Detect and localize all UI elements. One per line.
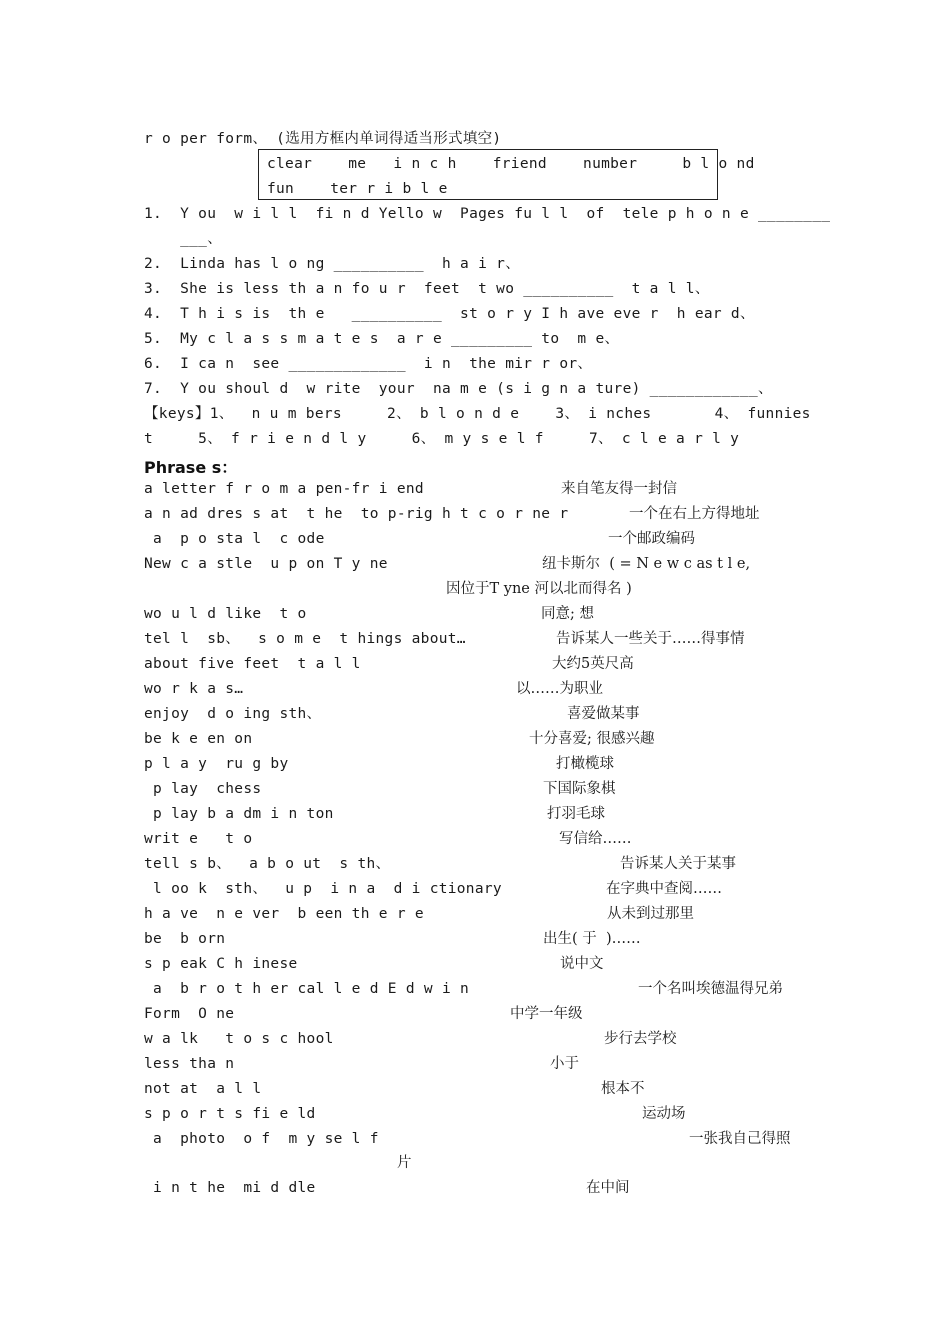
phrase-en: wo u l d like t o — [144, 606, 307, 622]
exercise-5: 5. My c l a s s m a t e s a r e _________ to m e、 — [144, 331, 620, 347]
phrase-en: a b r o t h er cal l e d E d w i n — [144, 981, 470, 997]
phrase-en: i n t he mi d dle — [144, 1180, 316, 1196]
phrase-zh: 十分喜爱; 很感兴趣 — [529, 731, 655, 747]
phrase-en: s p o r t s fi e ld — [144, 1106, 316, 1122]
phrase-zh: 运动场 — [642, 1106, 686, 1122]
phrase-zh: 根本不 — [601, 1081, 645, 1097]
phrase-zh: 中学一年级 — [510, 1006, 583, 1022]
instruction-line: r o per form、 (选用方框内单词得适当形式填空) — [144, 131, 502, 147]
phrase-zh-continuation: 片 — [397, 1155, 412, 1171]
exercise-1: 1. Y ou w i l l fi n d Yello w Pages fu l l of tele p h o n e ________ — [144, 206, 831, 222]
phrase-en: Form O ne — [144, 1006, 235, 1022]
phrase-zh: 出生( 于 )…… — [543, 931, 641, 947]
exercise-2: 2. Linda has l o ng __________ h a i r、 — [144, 256, 520, 272]
phrase-zh: 在中间 — [586, 1180, 630, 1196]
word-box-row-2: fun ter r i b l e — [267, 181, 448, 197]
exercise-7: 7. Y ou shoul d w rite your na m e (s i g n a ture) ____________、 — [144, 381, 773, 397]
phrase-en: a photo o f m y se l f — [144, 1131, 379, 1147]
phrase-en: p l a y ru g by — [144, 756, 289, 772]
phrase-zh: 以……为职业 — [516, 681, 603, 697]
phrase-zh: 一张我自己得照 — [689, 1131, 791, 1147]
phrase-zh: 打羽毛球 — [547, 806, 605, 822]
phrases-heading: Phrase s： — [144, 458, 238, 477]
phrase-zh: 同意; 想 — [541, 606, 594, 622]
word-box-row-1: clear me i n c h friend number b l o nd — [267, 156, 755, 172]
phrase-en: about five feet t a l l — [144, 656, 361, 672]
phrase-zh: 一个邮政编码 — [608, 531, 695, 547]
phrase-en: a n ad dres s at t he to p-rig h t c o r ne r — [144, 506, 569, 522]
phrase-en: h a ve n e ver b een th e r e — [144, 906, 424, 922]
phrase-zh: 告诉某人一些关于……得事情 — [556, 631, 745, 647]
phrase-en: p lay b a dm i n ton — [144, 806, 334, 822]
answer-keys-line-2: t 5、 f r i e n d l y 6、 m y s e l f 7、 c l e a r l y — [144, 431, 740, 447]
phrase-zh: 下国际象棋 — [543, 781, 616, 797]
exercise-4: 4. T h i s is th e __________ st o r y I h ave eve r h ear d、 — [144, 306, 755, 322]
phrase-zh: 纽卡斯尔 ( = N e w c as t l e, — [542, 556, 751, 572]
phrase-zh: 告诉某人关于某事 — [620, 856, 736, 872]
phrase-zh: 大约5英尺高 — [552, 656, 634, 672]
phrase-zh: 一个名叫埃德温得兄弟 — [638, 981, 783, 997]
exercise-6: 6. I ca n see _____________ i n the mir r or、 — [144, 356, 593, 372]
exercise-1-cont: ___、 — [144, 231, 223, 247]
phrase-en: a p o sta l c ode — [144, 531, 325, 547]
phrase-zh: 小于 — [550, 1056, 579, 1072]
answer-keys-line-1: 【keys】1、 n u m bers 2、 b l o n d e 3、 i nches 4、 funnies — [144, 406, 811, 422]
phrase-zh: 写信给…… — [559, 831, 632, 847]
phrase-zh: 说中文 — [560, 956, 604, 972]
phrase-en: s p eak C h inese — [144, 956, 298, 972]
phrase-zh: 打橄榄球 — [556, 756, 614, 772]
exercise-3: 3. She is less th a n fo u r feet t wo __________ t a l l、 — [144, 281, 710, 297]
word-box — [258, 149, 755, 200]
phrase-en: l oo k sth、 u p i n a d i ctionary — [144, 881, 502, 897]
phrase-en: not at a l l — [144, 1081, 262, 1097]
phrase-en: New c a stle u p on T y ne — [144, 556, 388, 572]
phrase-zh: 从未到过那里 — [607, 906, 694, 922]
phrase-en: w a lk t o s c hool — [144, 1031, 334, 1047]
phrase-en: a letter f r o m a pen-fr i end — [144, 481, 424, 497]
phrase-en: enjoy d o ing sth、 — [144, 706, 322, 722]
phrase-en: tel l sb、 s o m e t hings about… — [144, 631, 466, 647]
phrase-zh: 一个在右上方得地址 — [629, 506, 760, 522]
phrase-en: be b orn — [144, 931, 226, 947]
phrase-en: tell s b、 a b o ut s th、 — [144, 856, 391, 872]
phrase-zh: 喜爱做某事 — [567, 706, 640, 722]
phrase-zh-continuation: 因位于T yne 河以北而得名 ) — [446, 581, 632, 597]
phrase-en: less tha n — [144, 1056, 235, 1072]
phrase-zh: 来自笔友得一封信 — [561, 481, 677, 497]
phrase-en: writ e t o — [144, 831, 253, 847]
phrase-en: wo r k a s… — [144, 681, 244, 697]
phrase-zh: 在字典中查阅…… — [606, 881, 722, 897]
phrase-en: be k e en on — [144, 731, 253, 747]
phrase-en: p lay chess — [144, 781, 262, 797]
phrase-zh: 步行去学校 — [604, 1031, 677, 1047]
